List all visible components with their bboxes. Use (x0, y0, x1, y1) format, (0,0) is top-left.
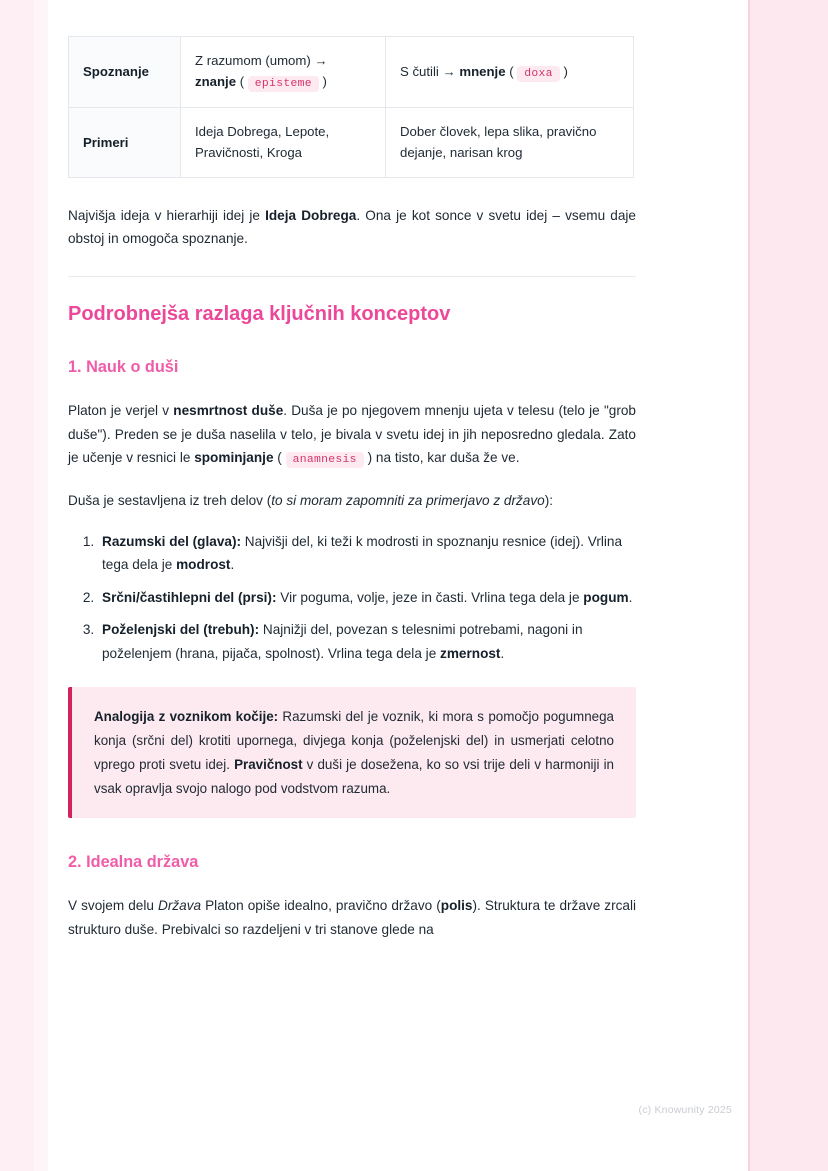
soul-parts-text-b: ): (544, 492, 554, 508)
state-text-b: Platon opiše idealno, pravično državo ( (201, 898, 441, 914)
part-virtue: modrost (176, 557, 231, 573)
soul-bold-immortality: nesmrtnost duše (173, 403, 284, 419)
part-text-b: . (628, 589, 633, 605)
callout-text-b: v duši je dosežena, ko so vsi trije deli v harmoniji in vsak opravlja svojo nalogo pod vodstvom razuma. (94, 756, 615, 796)
table-cell-reason: Z razumom (umom) → znanje ( episteme ) (181, 37, 386, 108)
part-text-a: Najvišji del, ki teži k modrosti in spoznanju resnice (idej). Vrlina tega dela je (102, 534, 623, 573)
callout-text-a: Razumski del je voznik, ki mora s pomočjo pogumnega konja (srčni del) krotiti upornega, divjega konja (poželenjski del) in usmerjati celotno vprego proti svetu idej. (94, 708, 614, 772)
right-margin-panel (750, 0, 828, 1171)
part-text-b: . (500, 645, 505, 661)
reason-bold: znanje (195, 74, 237, 90)
part-title: Razumski del (glava): (102, 534, 241, 550)
table-cell-label: Spoznanje (69, 37, 181, 108)
intro-text-b: . Ona je kot sonce v svetu idej – vsemu daje obstoj in omogoča spoznanje. (68, 207, 636, 246)
senses-text: S čutili → (400, 63, 460, 79)
table-cell-examples-ideas: Ideja Dobrega, Lepote, Pravičnosti, Kroga (181, 107, 386, 177)
table-cell-label: Primeri (69, 107, 181, 177)
list-item (98, 530, 636, 577)
section-divider (68, 276, 636, 277)
list-item (98, 586, 636, 609)
callout-chariot-analogy (68, 687, 636, 818)
concept-table (68, 36, 634, 178)
heading-soul: 1. Nauk o duši (68, 358, 179, 377)
left-margin-stripe (0, 0, 34, 1171)
greek-term-doxa: doxa (517, 66, 560, 82)
table-row (69, 107, 634, 177)
soul-parts-note: to si moram zapomniti za primerjavo z državo (271, 492, 545, 508)
state-text-c: ). Struktura te države zrcali strukturo duše. Prebivalci so razdeljeni v tri stanove glede na (68, 898, 637, 937)
heading-ideal-state: 2. Idealna država (68, 853, 199, 872)
copyright-notice: (c) Knowunity 2025 (638, 1104, 732, 1116)
part-virtue: zmernost (440, 645, 501, 661)
intro-bold: Ideja Dobrega (265, 207, 357, 223)
state-bold-polis: polis (440, 898, 473, 914)
table-cell-examples-things: Dober človek, lepa slika, pravično dejanje, narisan krog (386, 107, 634, 177)
table-cell-senses: S čutili → mnenje ( doxa ) (386, 37, 634, 108)
soul-paragraph-1: Platon je verjel v nesmrtnost duše. Duša je po njegovem mnenju ujeta v telesu (telo je "grob duše"). Preden se je duša naselila v telo, je bivala v svetu idej in jih neposredno gledala. Zato je učenje v resnici le spominjanje ( anamnesis ) na tisto, kar duša že ve. (68, 403, 636, 467)
page-title: Podrobnejša razlaga ključnih konceptov (68, 303, 451, 326)
part-virtue: pogum (583, 589, 629, 605)
soul-paragraph-2 (68, 489, 636, 512)
part-text-a: Najnižji del, povezan s telesnimi potrebami, nagoni in poželenjem (hrana, pijača, spolnost). Vrlina tega dela je (102, 622, 583, 661)
soul-parts-list (68, 530, 636, 665)
soul-text-c: na tisto, kar duša že ve. (375, 450, 520, 466)
state-work-title: Država (158, 898, 202, 914)
greek-term-anamnesis: anamnesis (286, 452, 364, 468)
greek-term-episteme: episteme (248, 76, 319, 92)
reason-text: Z razumom (umom) → (195, 53, 328, 68)
soul-bold-recollection: spominjanje (194, 450, 274, 466)
callout-paragraph (94, 705, 614, 800)
callout-title: Analogija z voznikom kočije: (94, 708, 279, 724)
state-text-a: V svojem delu (68, 898, 158, 914)
part-text-a: Vir poguma, volje, jeze in časti. Vrlina tega dela je (276, 589, 584, 605)
part-title: Poželenjski del (trebuh): (102, 622, 260, 638)
part-title: Srčni/častihlepni del (prsi): (102, 589, 277, 605)
intro-paragraph (68, 204, 636, 251)
state-paragraph-1 (68, 894, 636, 941)
document-content (68, 0, 636, 959)
callout-bold-justice: Pravičnost (234, 756, 303, 772)
table-row (69, 37, 634, 108)
list-item (98, 618, 636, 665)
intro-text-a: Najvišja ideja v hierarhiji idej je (68, 207, 266, 223)
soul-text-b: . Duša je po njegovem mnenju ujeta v telesu (telo je "grob duše"). Preden se je duša naselila v telo, je bivala v svetu idej in jih neposredno gledala. Zato je učenje v resnici le (68, 403, 636, 466)
soul-text-a: Platon je verjel v (68, 403, 174, 419)
left-margin-inner-stripe (34, 0, 48, 1171)
senses-bold: mnenje (459, 63, 506, 79)
part-text-b: . (230, 557, 235, 573)
soul-parts-text-a: Duša je sestavljena iz treh delov ( (68, 492, 272, 508)
